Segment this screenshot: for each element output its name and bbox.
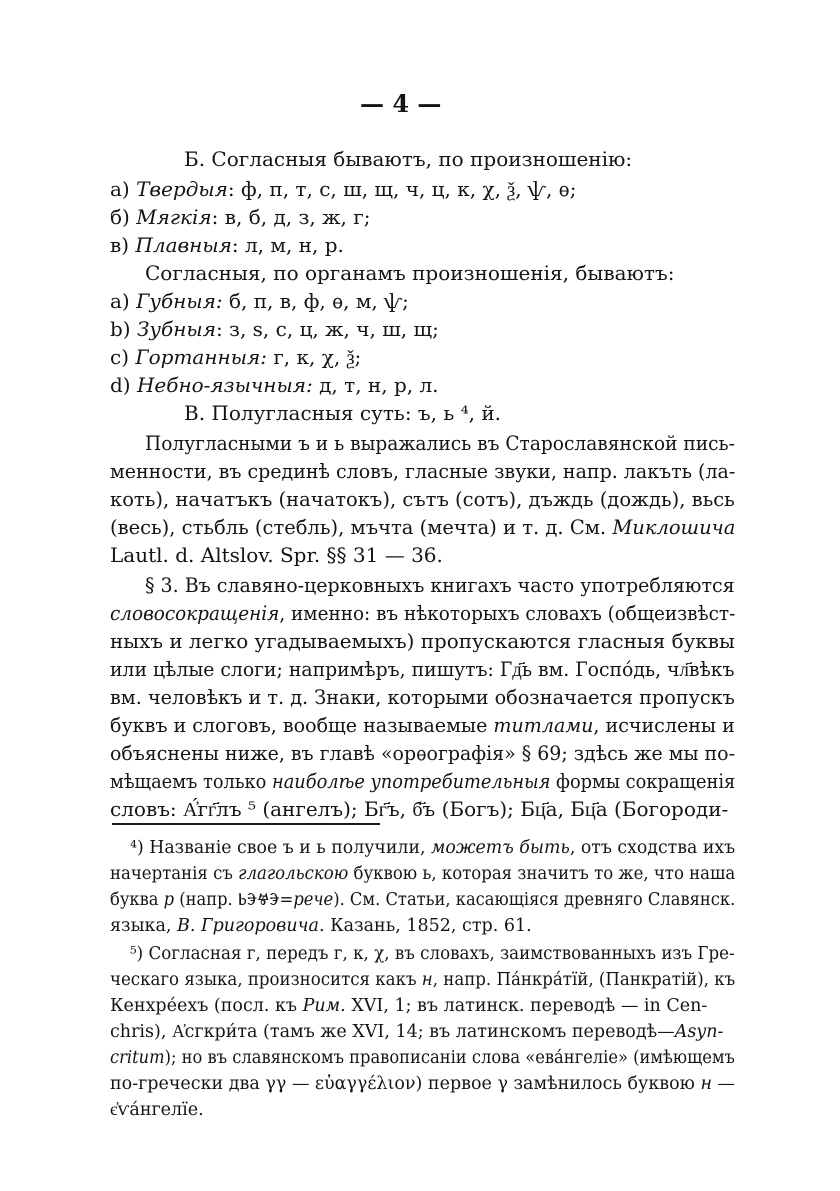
body-line-3: б) Мягкія: в, б, д, з, ж, г; [110, 205, 371, 229]
page-number: — 4 — [360, 89, 442, 118]
footnote-line-2: начертанія съ глагольскою буквою ь, которая значитъ то же, что наша [110, 864, 736, 884]
footnote-line-9: critum); но въ славянскомъ правописаніи слова «ева́нгеліе» (имѣющемъ [110, 1048, 735, 1068]
body-line-7: b) Зубныя: з, ѕ, с, ц, ж, ч, ш, щ; [110, 317, 439, 341]
body-line-11: Полугласными ъ и ь выражались въ Старославянской пись- [145, 431, 735, 455]
body-line-17: словосокращенія, именно: въ нѣкоторыхъ словахъ (общеизвѣст- [110, 601, 736, 625]
body-line-22: объяснены ниже, въ главѣ «орѳографія» § 69; здѣсь же мы по- [110, 741, 735, 765]
body-line-5: Согласныя, по органамъ произношенія, бываютъ: [145, 261, 675, 285]
footnote-line-1: ⁴) Названіе свое ъ и ь получили, можетъ быть, отъ сходства ихъ [130, 838, 736, 858]
footnote-line-7: Кенхре́ехъ (посл. къ Рим. XVI, 1; въ латинск. переводѣ — in Cen- [110, 996, 708, 1016]
body-line-6: а) Губныя: б, п, в, ф, ѳ, м, ѱ; [110, 289, 409, 313]
body-line-1: Б. Согласныя бываютъ, по произношенію: [184, 147, 633, 171]
body-line-4: в) Плавныя: л, м, н, р. [110, 233, 344, 257]
footnote-line-6: ческаго языка, произносится какъ н, напр. Па́нкра́тїй, (Панкратій), къ [110, 970, 736, 990]
body-line-2: а) Твердыя: ф, п, т, с, ш, щ, ч, ц, к, χ, ѯ, ѱ, ѳ; [110, 177, 577, 201]
footnote-line-3: буква р (напр. ⰓⰅⰝⰅ=рече). См. Статьи, касающіяся древняго Славянск. [110, 890, 736, 910]
footnote-divider [112, 823, 380, 825]
body-line-13: коть), начатъкъ (начатокъ), сътъ (сотъ), дъждь (дождь), вьсь [110, 487, 735, 511]
body-line-19: или цѣлые слоги; напримѣръ, пишутъ: Гд҃ь вм. Госпо́дь, чл҃вѣкъ [110, 657, 735, 681]
body-line-18: ныхъ и легко угадываемыхъ) пропускаются гласныя буквы [110, 629, 735, 653]
footnote-line-4: языка, В. Григоровича. Казань, 1852, стр. 61. [110, 916, 532, 936]
body-line-15: Lautl. d. Altslov. Spr. §§ 31 — 36. [110, 543, 443, 567]
body-line-21: буквъ и слоговъ, вообще называемые титлами, исчислены и [110, 713, 735, 737]
body-line-8: c) Гортанныя: г, к, χ, ѯ; [110, 345, 362, 369]
footnote-line-11: є҆ѵа́нгелїе. [110, 1100, 204, 1120]
body-line-10: В. Полугласныя суть: ъ, ь ⁴, й. [184, 401, 502, 425]
body-line-9: d) Небно-язычныя: д, т, н, р, л. [110, 373, 439, 397]
body-line-23: мѣщаемъ только наиболѣе употребительныя формы сокращенія [110, 769, 736, 793]
body-line-16: § 3. Въ славяно-церковныхъ книгахъ часто употребляются [145, 573, 735, 597]
footnote-line-10: по-гречески два γγ — εὐαγγέλιον) первое γ замѣнилось буквою н — [110, 1074, 736, 1094]
body-line-20: вм. человѣкъ и т. д. Знаки, которыми обозначается пропускъ [110, 685, 735, 709]
body-line-24: словъ: А҆́гг҃лъ ⁵ (ангелъ); Бг҃ъ, б҃ъ (Богъ); Бц҃а, Бц҃а (Богороди- [110, 797, 729, 821]
body-line-14: (весь), стьбль (стебль), мъчта (мечта) и т. д. См. Миклошича [110, 515, 736, 539]
footnote-line-8: chris), А҆сгкри́та (тамъ же XVI, 14; въ латинскомъ переводѣ—Asyn- [110, 1022, 724, 1042]
footnote-line-5: ⁵) Согласная г, передъ г, к, χ, въ словахъ, заимствованныхъ изъ Гре- [130, 944, 735, 964]
body-line-12: менности, въ срединѣ словъ, гласные звуки, напр. лакъть (ла- [110, 459, 736, 483]
